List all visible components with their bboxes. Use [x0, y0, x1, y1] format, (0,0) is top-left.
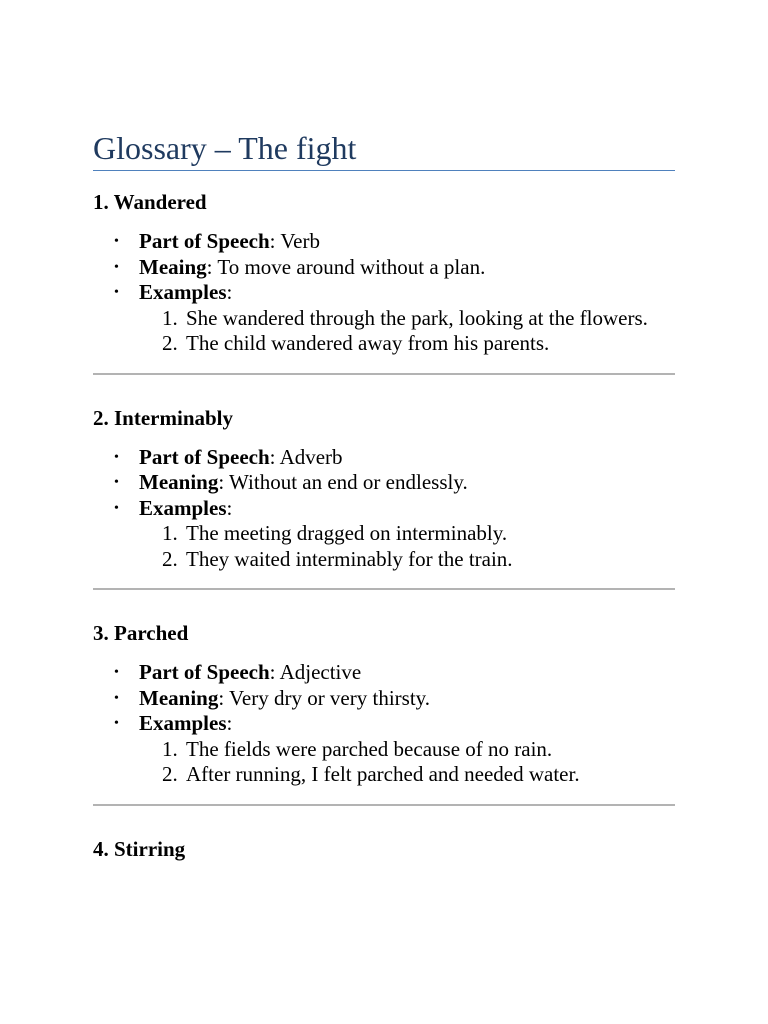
entry-heading: 1. Wandered — [93, 190, 207, 214]
example-text: The meeting dragged on interminably. — [186, 521, 508, 545]
entry-properties — [93, 229, 675, 357]
example-number: 2. — [162, 762, 178, 786]
example-number: 1. — [162, 521, 178, 545]
bullet-icon: • — [114, 500, 119, 516]
examples-item — [114, 280, 675, 357]
part-of-speech-value: : Verb — [269, 229, 320, 253]
examples-list — [139, 737, 675, 788]
bullet-icon: • — [114, 234, 119, 249]
meaning-item — [114, 685, 675, 712]
part-of-speech-value: : Adjective — [269, 660, 362, 684]
entry-heading: 3. Parched — [93, 621, 189, 645]
part-of-speech-label: Part of Speech — [139, 444, 270, 469]
examples-item — [114, 495, 675, 573]
meaning-value: : Very dry or very thirsty. — [218, 685, 431, 710]
bullet-icon: • — [114, 475, 119, 490]
example-number: 2. — [162, 331, 178, 355]
example-text: She wandered through the park, looking at the flowers. — [186, 305, 648, 330]
meaning-label: Meaning — [139, 470, 219, 494]
examples-label: Examples — [139, 711, 227, 735]
entry-properties — [93, 660, 675, 788]
meaning-label: Meaning — [139, 685, 219, 710]
example-text: They waited interminably for the train. — [186, 546, 513, 571]
glossary-entry-stirring — [93, 836, 675, 862]
example-item — [162, 762, 675, 788]
example-text: The child wandered away from his parents. — [186, 331, 550, 355]
example-item — [162, 305, 675, 332]
entry-separator — [93, 373, 675, 375]
example-item — [162, 521, 675, 547]
examples-label: Examples — [139, 495, 227, 520]
example-text: After running, I felt parched and needed water. — [186, 762, 580, 786]
entry-heading: 4. Stirring — [93, 836, 186, 861]
example-number: 1. — [162, 305, 178, 330]
examples-item — [114, 711, 675, 788]
entry-properties — [93, 445, 675, 573]
examples-colon: : — [226, 280, 233, 304]
meaning-item — [114, 254, 675, 281]
examples-list — [139, 521, 675, 572]
part-of-speech-value: : Adverb — [269, 444, 343, 469]
entry-separator — [93, 804, 675, 806]
example-item — [162, 331, 675, 357]
title-underline — [93, 170, 675, 171]
bullet-icon: • — [114, 259, 119, 275]
bullet-icon: • — [114, 690, 119, 706]
example-number: 2. — [162, 546, 178, 571]
bullet-icon: • — [114, 285, 119, 300]
bullet-icon: • — [114, 665, 119, 680]
bullet-icon: • — [114, 716, 119, 731]
part-of-speech-item — [114, 660, 675, 686]
bullet-icon: • — [114, 449, 119, 465]
entry-separator — [93, 588, 675, 590]
entry-heading: 2. Interminably — [93, 405, 234, 430]
meaning-value: : To move around without a plan. — [206, 254, 486, 279]
meaning-item — [114, 470, 675, 496]
document-title: Glossary – The fight — [93, 130, 357, 166]
meaning-value: : Without an end or endlessly. — [218, 470, 468, 494]
examples-colon: : — [226, 711, 233, 735]
example-item — [162, 546, 675, 573]
document-content — [93, 128, 675, 876]
part-of-speech-label: Part of Speech — [139, 660, 270, 684]
examples-list — [139, 306, 675, 357]
examples-colon: : — [226, 495, 233, 520]
example-number: 1. — [162, 736, 178, 761]
glossary-entry-interminably — [93, 405, 675, 573]
meaning-label: Meaing — [139, 254, 207, 279]
example-item — [162, 736, 675, 763]
part-of-speech-label: Part of Speech — [139, 229, 270, 253]
examples-label: Examples — [139, 280, 227, 304]
part-of-speech-item — [114, 444, 675, 471]
glossary-entry-wandered — [93, 189, 675, 357]
part-of-speech-item — [114, 229, 675, 255]
example-text: The fields were parched because of no rain. — [186, 736, 553, 761]
glossary-entry-parched — [93, 620, 675, 788]
